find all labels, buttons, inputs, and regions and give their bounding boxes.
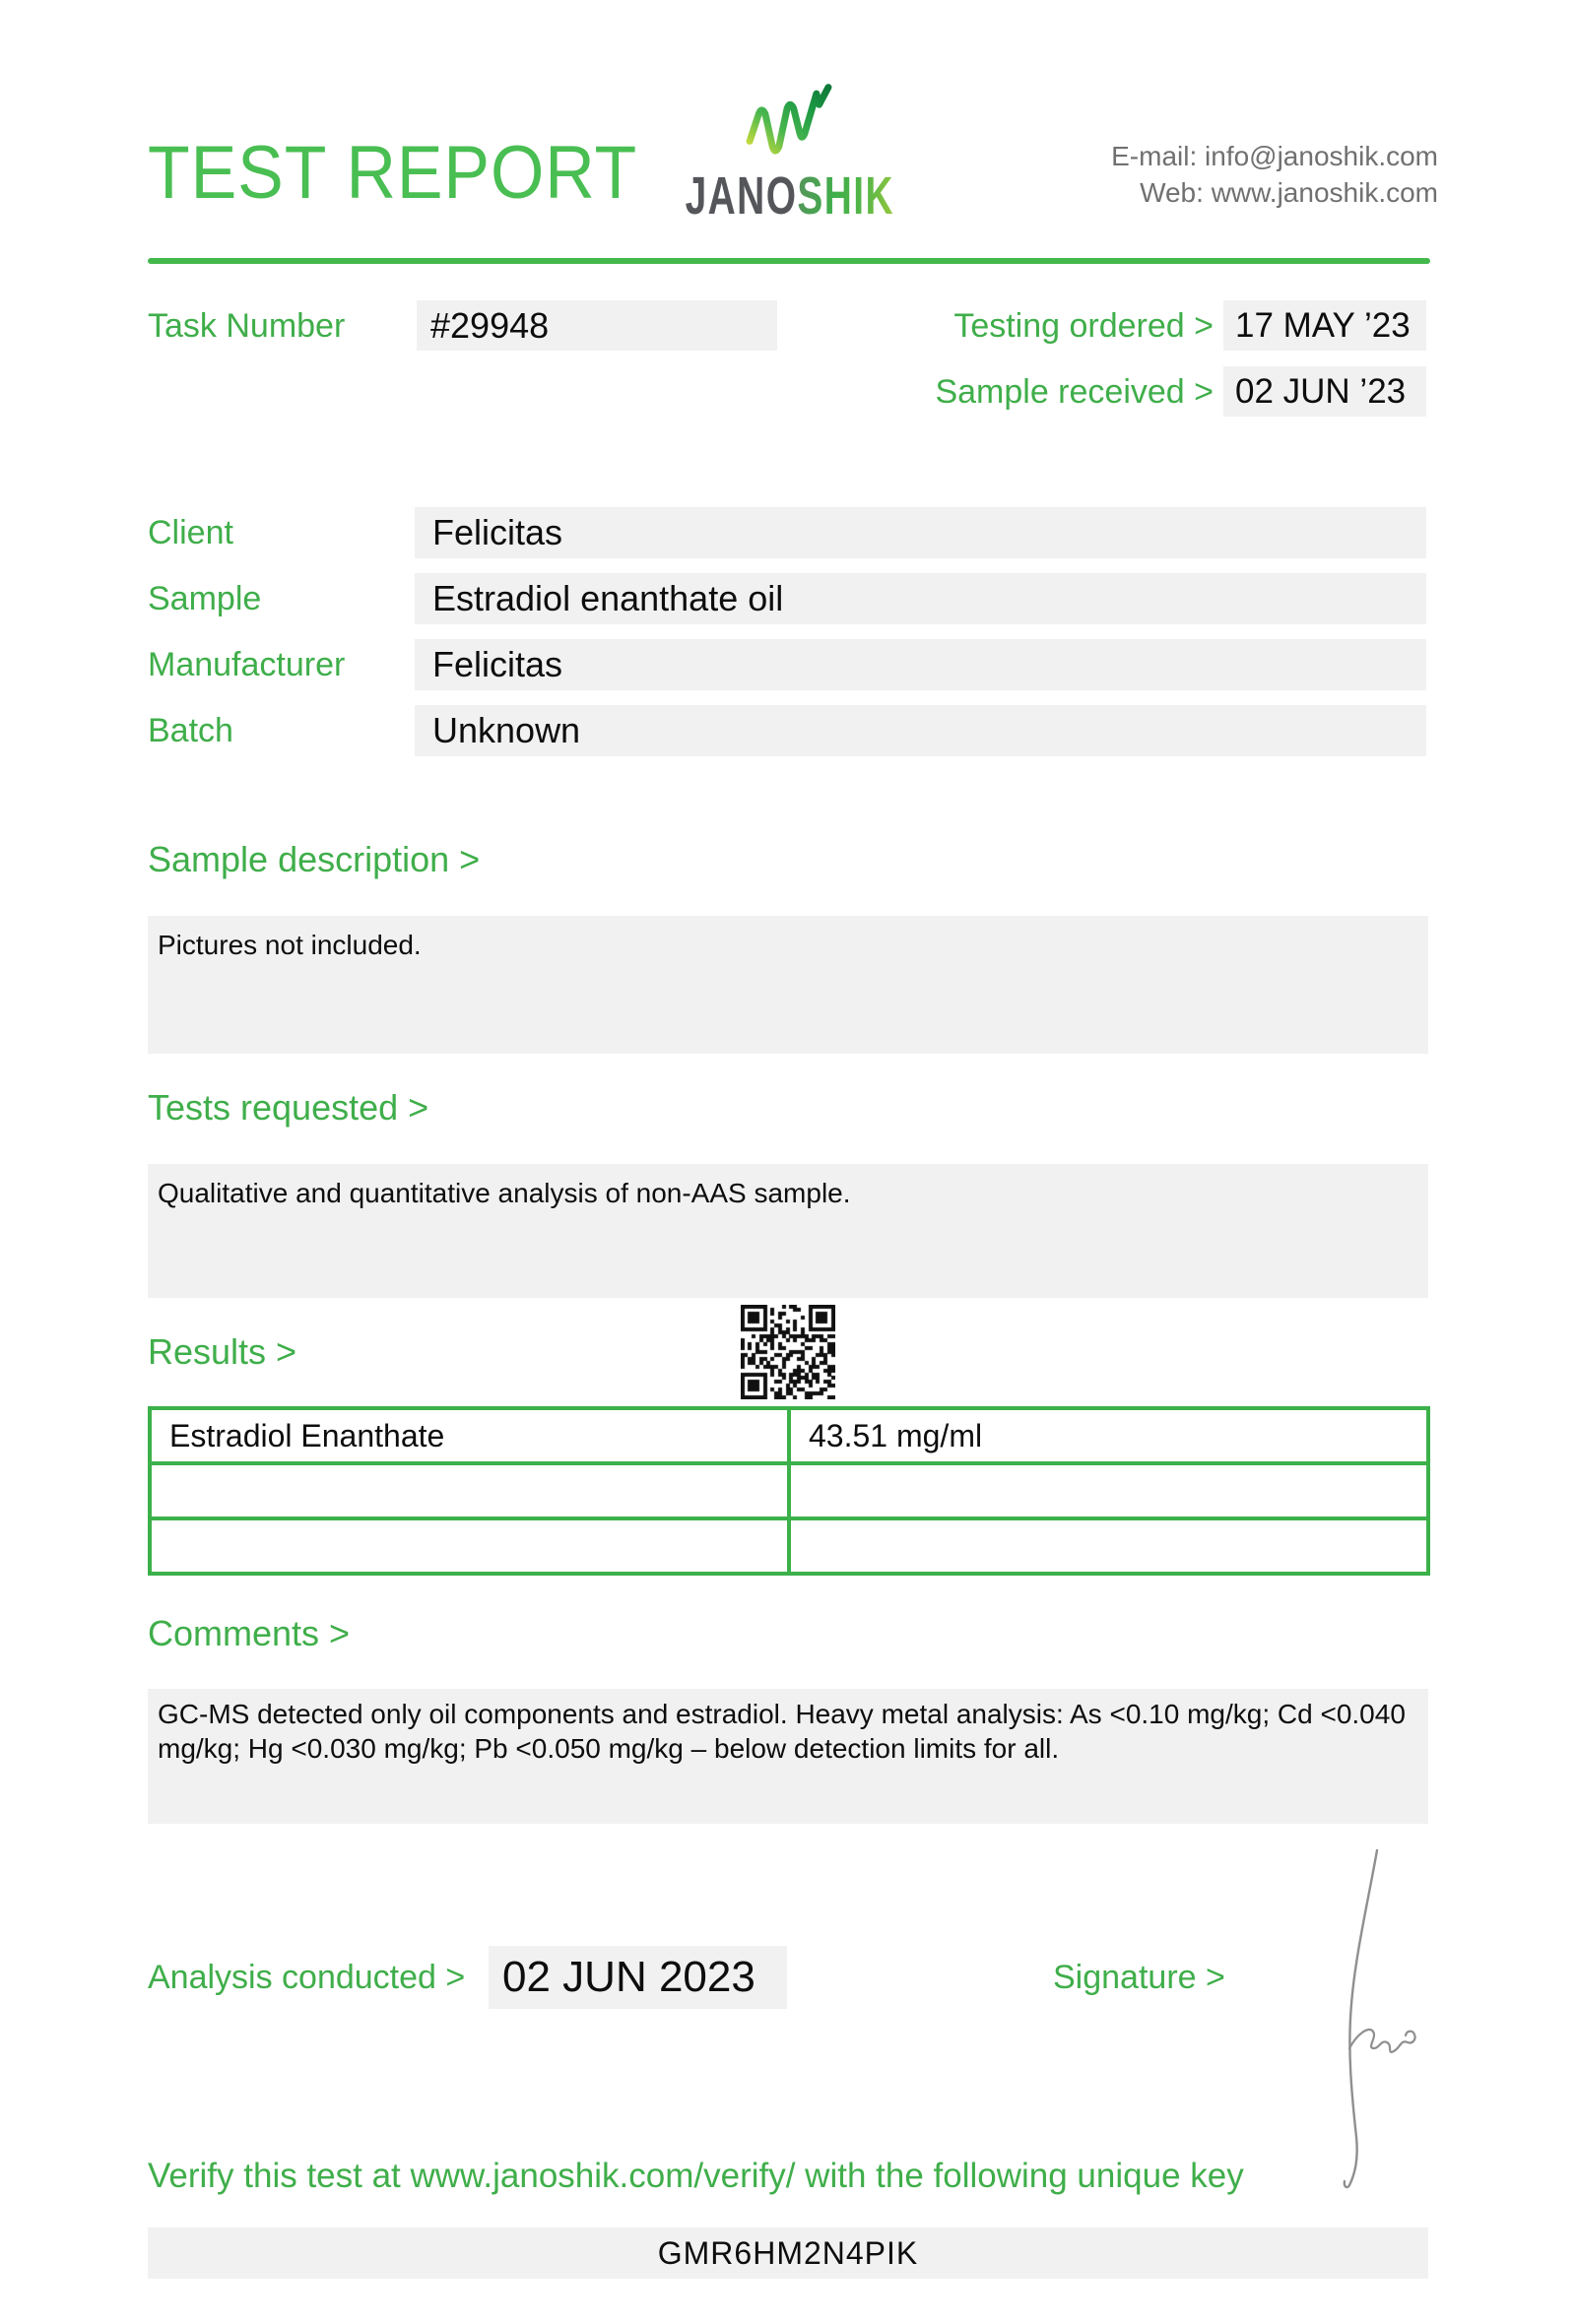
batch-label: Batch bbox=[148, 712, 233, 749]
manufacturer-label: Manufacturer bbox=[148, 646, 346, 683]
logo-wordmark bbox=[685, 165, 895, 226]
table-row bbox=[152, 1410, 1426, 1465]
header-divider bbox=[148, 258, 1430, 264]
result-substance bbox=[152, 1465, 787, 1517]
manufacturer-value: Felicitas bbox=[415, 639, 1426, 690]
client-label: Client bbox=[148, 514, 233, 551]
testing-ordered-value: 17 MAY ’23 bbox=[1223, 300, 1426, 351]
result-concentration bbox=[787, 1520, 1426, 1572]
verify-instruction: Verify this test at www.janoshik.com/verify/ with the following unique key bbox=[148, 2157, 1244, 2195]
table-row bbox=[152, 1465, 1426, 1520]
comments-heading: Comments > bbox=[148, 1613, 351, 1653]
sample-value: Estradiol enanthate oil bbox=[415, 573, 1426, 624]
sample-received-label: Sample received > bbox=[935, 373, 1214, 411]
testing-ordered-label: Testing ordered > bbox=[953, 307, 1214, 345]
verify-key: GMR6HM2N4PIK bbox=[148, 2227, 1428, 2279]
batch-value: Unknown bbox=[415, 705, 1426, 756]
logo-jano: JANO bbox=[685, 166, 798, 226]
task-number-label: Task Number bbox=[148, 307, 346, 345]
result-concentration: 43.51 mg/ml bbox=[787, 1410, 1426, 1461]
tests-requested-box: Qualitative and quantitative analysis of non-AAS sample. bbox=[148, 1164, 1428, 1298]
sample-description-box: Pictures not included. bbox=[148, 916, 1428, 1054]
result-concentration bbox=[787, 1465, 1426, 1517]
task-number-value: #29948 bbox=[417, 300, 777, 351]
page-title: TEST REPORT bbox=[148, 131, 638, 215]
results-heading: Results > bbox=[148, 1331, 297, 1372]
logo-shik: SHIK bbox=[797, 166, 895, 226]
table-row bbox=[152, 1520, 1426, 1572]
contact-email: E-mail: info@janoshik.com bbox=[1111, 141, 1438, 171]
client-value: Felicitas bbox=[415, 507, 1426, 558]
tests-requested-heading: Tests requested > bbox=[148, 1087, 429, 1128]
contact-block bbox=[1111, 138, 1438, 211]
sample-label: Sample bbox=[148, 580, 262, 617]
comments-box: GC-MS detected only oil components and estradiol. Heavy metal analysis: As <0.10 mg/kg; Cd <0.040 mg/kg; Hg <0.030 mg/kg; Pb <0.050 mg/kg – below detection limits for all. bbox=[148, 1689, 1428, 1824]
signature-label: Signature > bbox=[1053, 1959, 1225, 1996]
sample-received-value: 02 JUN ’23 bbox=[1223, 366, 1426, 417]
result-substance bbox=[152, 1520, 787, 1572]
results-table bbox=[148, 1406, 1430, 1576]
contact-web: Web: www.janoshik.com bbox=[1140, 177, 1438, 208]
growth-chart-icon bbox=[743, 83, 835, 160]
qr-code bbox=[741, 1305, 835, 1399]
result-substance: Estradiol Enanthate bbox=[169, 1417, 445, 1453]
analysis-conducted-label: Analysis conducted > bbox=[148, 1959, 466, 1996]
analysis-conducted-value: 02 JUN 2023 bbox=[489, 1946, 787, 2009]
sample-description-heading: Sample description > bbox=[148, 839, 481, 879]
signature-image bbox=[1312, 1846, 1428, 2191]
